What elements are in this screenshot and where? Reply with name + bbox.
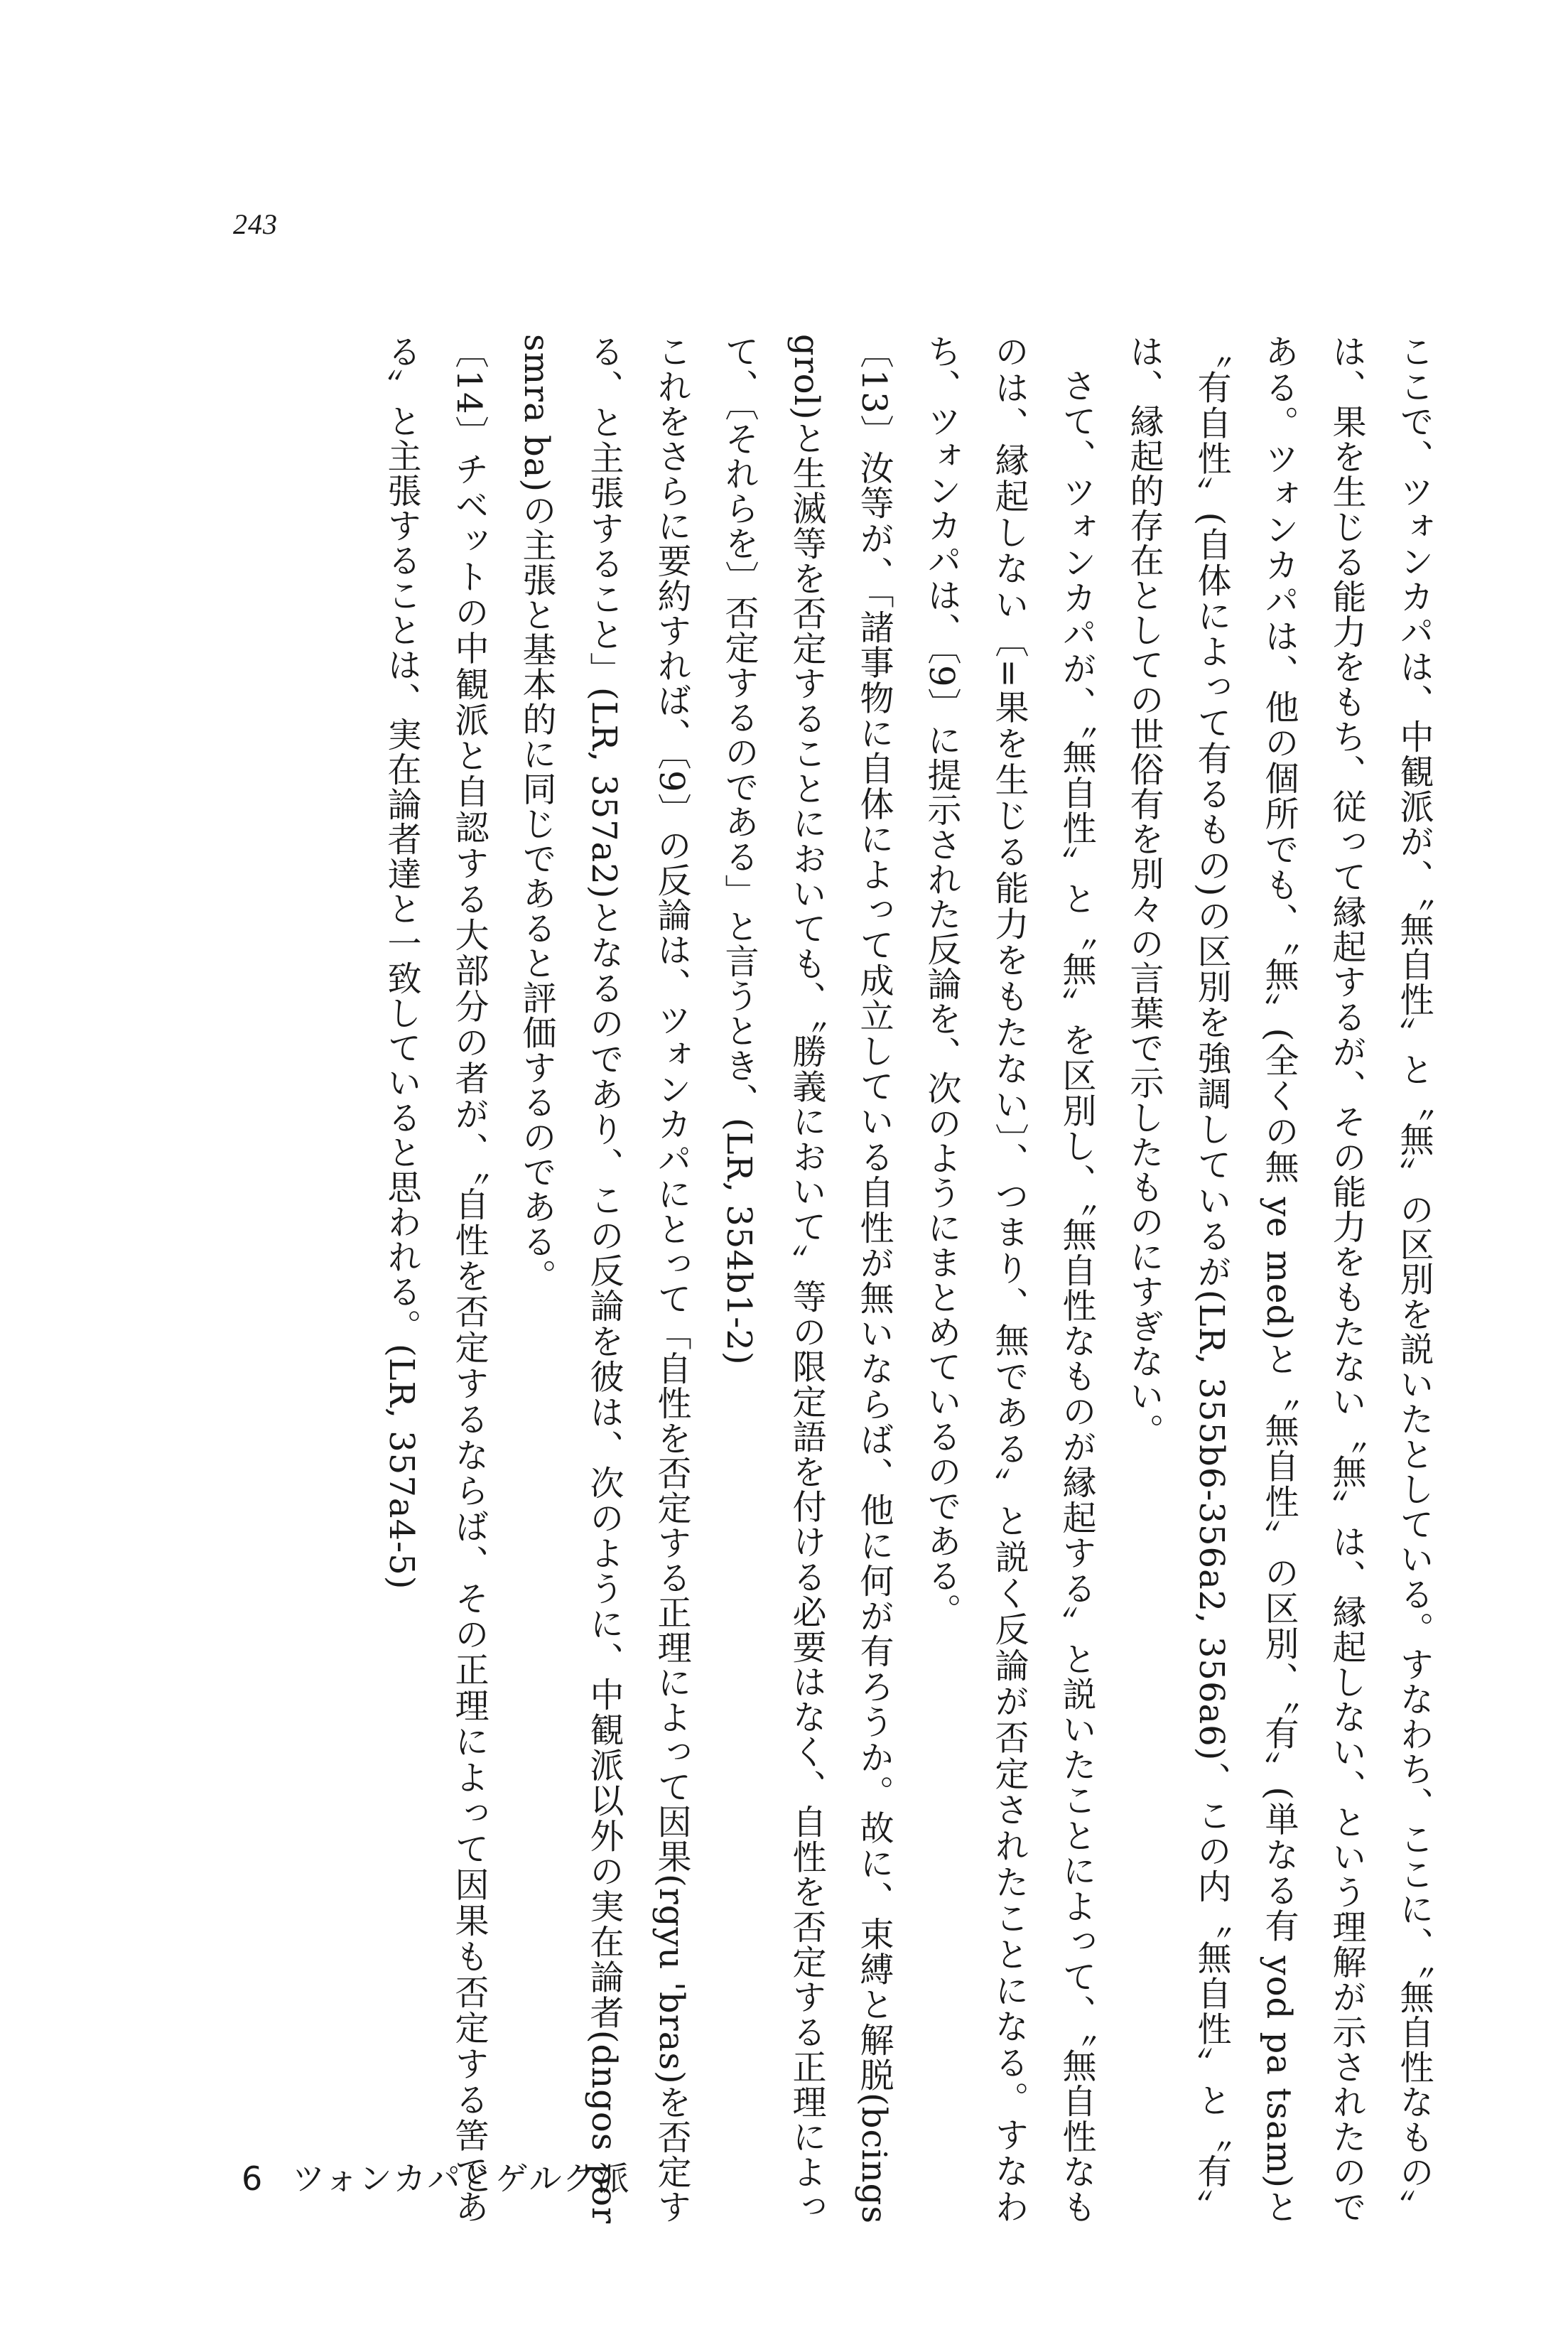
paragraph-3: これをさらに要約すれば、〔9〕の反論は、ツォンカパにとって「自性を否定する正理によって因果(rgyu 'bras)を否定する、と主張すること」(LR, 357a2)となるのであり、この反論を彼は、次のように、中観派以外の実在論者(dngos por smra ba)の主張と基本的に同じであると評価するのである。 <box>517 334 691 2224</box>
running-footer <box>242 2153 631 2200</box>
footer-number: 6 <box>242 2159 264 2198</box>
quote-14: 〔14〕チベットの中観派と自認する大部分の者が、〝自性を否定するならば、その正理によって因果も否定する筈である〟と主張することは、実在論者達と一致していると思われる。(LR, 357a4-5) <box>382 334 489 2224</box>
quote-13: 〔13〕汝等が、「諸事物に自体によって成立している自性が無いならば、他に何が有ろうか。故に、束縛と解脱(bcings grol)と生滅等を否定することにおいても、〝勝義において〟等の限定語を付ける必要はなく、自性を否定する正理によって、〔それらを〕否定するのである」と言うとき、(LR, 354b1-2) <box>719 334 894 2224</box>
footer-title: ツォンカパとゲルク派 <box>292 2159 631 2198</box>
paragraph-2: さて、ツォンカパが、〝無自性〟と〝無〟を区別し、〝無自性なものが縁起する〟と説いたことによって、〝無自性なものは、縁起しない〔=果を生じる能力をもたない〕、つまり、無である〟と説く反論が否定されたことになる。すなわち、ツォンカパは、〔9〕に提示された反論を、次のようにまとめているのである。 <box>921 334 1096 2224</box>
body-text <box>97 334 1447 2224</box>
paragraph-1: ここで、ツォンカパは、中観派が、〝無自性〟と〝無〟の区別を説いたとしている。すなわち、ここに、〝無自性なもの〟は、果を生じる能力をもち、従って縁起するが、その能力をもたない〝無〟は、縁起しない、という理解が示されたのである。ツォンカパは、他の個所でも、〝無〟(全くの無 ye med)と〝無自性〟の区別、〝有〟(単なる有 yod pa tsam)と〝有自性〟(自体によって有るもの)の区別を強調しているが(LR, 355b6-356a2, 356a6)、この内〝無自性〟と〝有〟は、縁起的存在としての世俗有を別々の言葉で示したものにすぎない。 <box>1124 334 1434 2224</box>
page-number: 243 <box>233 208 278 240</box>
